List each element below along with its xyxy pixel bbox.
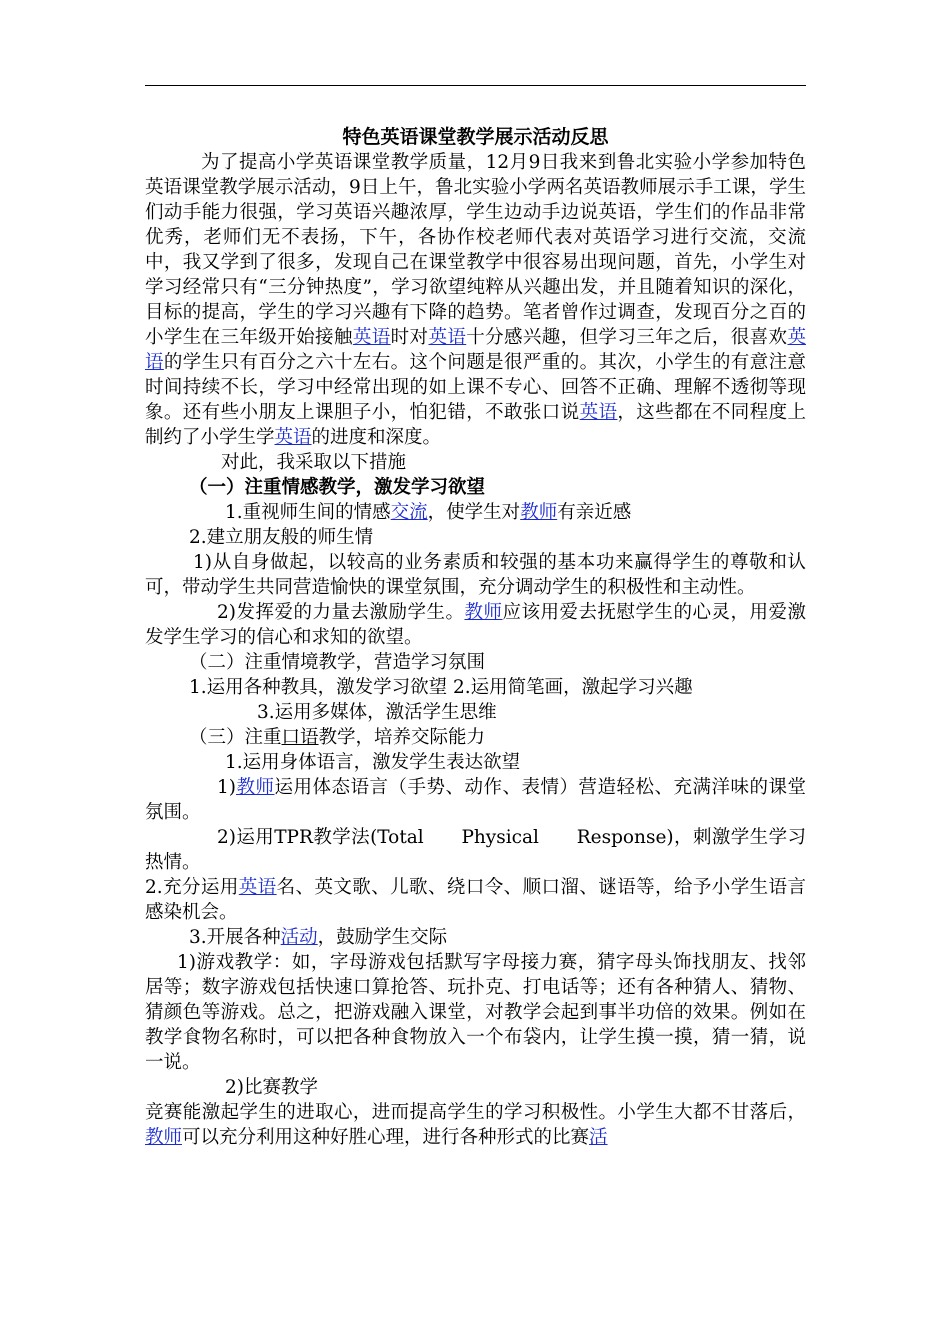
list-item-1-2-1: 1)从自身做起，以较高的业务素质和较强的基本功来赢得学生的尊敬和认可，带动学生共同营造愉快的课堂氛围，充分调动学生的积极性和主动性。 [145,552,806,598]
text-run: 应该用爱去抚慰学生的心灵，用爱激发学生学习的信心和求知的欲望。 [145,602,806,648]
list-item-3-3 [145,925,806,950]
link-teacher[interactable]: 教师 [145,1127,183,1148]
list-item-3-3-1: 1)游戏教学：如，字母游戏包括默写字母接力赛，猜字母头饰找朋友、找邻居等；数字游戏包括快速口算抢答、玩扑克、打电话等；还有各种猜人、猜物、猜颜色等游戏。总之，把游戏融入课堂，对教学会起到事半功倍的效果。例如在教学食物名称时，可以把各种食物放入一个布袋内，让学生摸一摸，猜一猜，说一说。 [145,952,806,1073]
list-item-3-1-2: 2)运用TPR教学法(Total Physical Response)，刺激学生学习热情。 [145,827,806,873]
list-item-3-2 [145,875,806,925]
text-run: （三）注重 [189,727,282,748]
text-run: 2)发挥爱的力量去激励学生。 [217,602,465,623]
text-run: 1) [217,777,236,798]
text-run: 可以充分利用这种好胜心理，进行各种形式的比赛 [182,1127,590,1148]
link-activity[interactable]: 活动 [280,927,318,948]
paragraph-intro [145,150,806,450]
text-run: 运用体态语言（手势、动作、表情）营造轻松、充满洋味的课堂氛围。 [145,777,806,823]
list-item-1-2: 2.建立朋友般的师生情 [189,527,374,548]
link-english[interactable]: 英语 [579,402,618,423]
list-item-1-1 [145,500,806,525]
list-item-2-3: 3.运用多媒体，激活学生思维 [257,702,497,723]
text-run: 名、英文歌、儿歌、绕口令、顺口溜、谜语等，给予小学生语言感染机会。 [145,877,806,923]
paragraph-competition [145,1100,806,1150]
list-item-3-1-1 [145,775,806,825]
link-spoken-language[interactable]: 口语 [281,727,319,748]
text-run: 3.开展各种 [189,927,281,948]
list-item-2-1: 1.运用各种教具，激发学习欲望 2.运用简笔画，激起学习兴趣 [189,677,693,698]
document-body [145,124,806,1150]
text-run: 2.充分运用 [145,877,239,898]
text-run: 教学，培养交际能力 [318,727,486,748]
link-english[interactable]: 英语 [428,327,467,348]
text-run: ，使学生对 [427,502,521,523]
text-run: 1.重视师生间的情感 [225,502,391,523]
document-title: 特色英语课堂教学展示活动反思 [342,126,609,148]
text-run: 时对 [390,327,429,348]
text-run: ，这些都在不同程度上制约了小学生学 [145,402,806,448]
section-heading-2: （二）注重情境教学，营造学习氛围 [189,652,486,673]
list-item-3-1: 1.运用身体语言，激发学生表达欲望 [225,752,521,773]
link-teacher[interactable]: 教师 [520,502,558,523]
text-run: 竞赛能激起学生的进取心，进而提高学生的学习积极性。小学生大都不甘落后， [145,1102,806,1123]
link-english[interactable]: 英语 [352,327,391,348]
link-english[interactable]: 英语 [145,327,806,373]
text-run: 有亲近感 [557,502,632,523]
paragraph-measures: 对此，我采取以下措施 [221,452,407,473]
list-item-1-2-2 [145,600,806,650]
header-rule [145,85,806,86]
link-teacher[interactable]: 教师 [236,777,275,798]
text-run: 的进度和深度。 [311,427,442,448]
text-run: 十分感兴趣，但学习三年之后，很喜欢 [466,327,788,348]
link-english[interactable]: 英语 [238,877,277,898]
section-heading-3 [145,725,806,750]
text-run: 的学生只有百分之六十左右。这个问题是很严重的。其次，小学生的有意注意时间持续不长，学习中经常出现的如上课不专心、回答不正确、理解不透彻等现象。还有些小朋友上课胆子小，怕犯错，不敢张口说 [145,352,806,423]
link-english[interactable]: 英语 [274,427,312,448]
section-heading-1: （一）注重情感教学，激发学习欲望 [189,477,486,498]
list-item-3-3-2: 2)比赛教学 [225,1077,318,1098]
link-teacher[interactable]: 教师 [464,602,503,623]
link-activity[interactable]: 活 [589,1127,608,1148]
text-run: 为了提高小学英语课堂教学质量，12月9日我来到鲁北实验小学参加特色英语课堂教学展示活动，9日上午，鲁北实验小学两名英语教师展示手工课，学生们动手能力很强，学习英语兴趣浓厚，学生边动手边说英语，学生们的作品非常优秀，老师们无不表扬，下午，各协作校老师代表对英语学习进行交流，交流中，我又学到了很多，发现自己在课堂教学中很容易出现问题，首先，小学生对学习经常只有“三分钟热度”，学习欲望纯粹从兴趣出发，并且随着知识的深化，目标的提高，学生的学习兴趣有下降的趋势。笔者曾作过调查，发现百分之百的小学生在三年级开始接触 [145,152,806,348]
link-communication[interactable]: 交流 [390,502,428,523]
text-run: ，鼓励学生交际 [317,927,448,948]
